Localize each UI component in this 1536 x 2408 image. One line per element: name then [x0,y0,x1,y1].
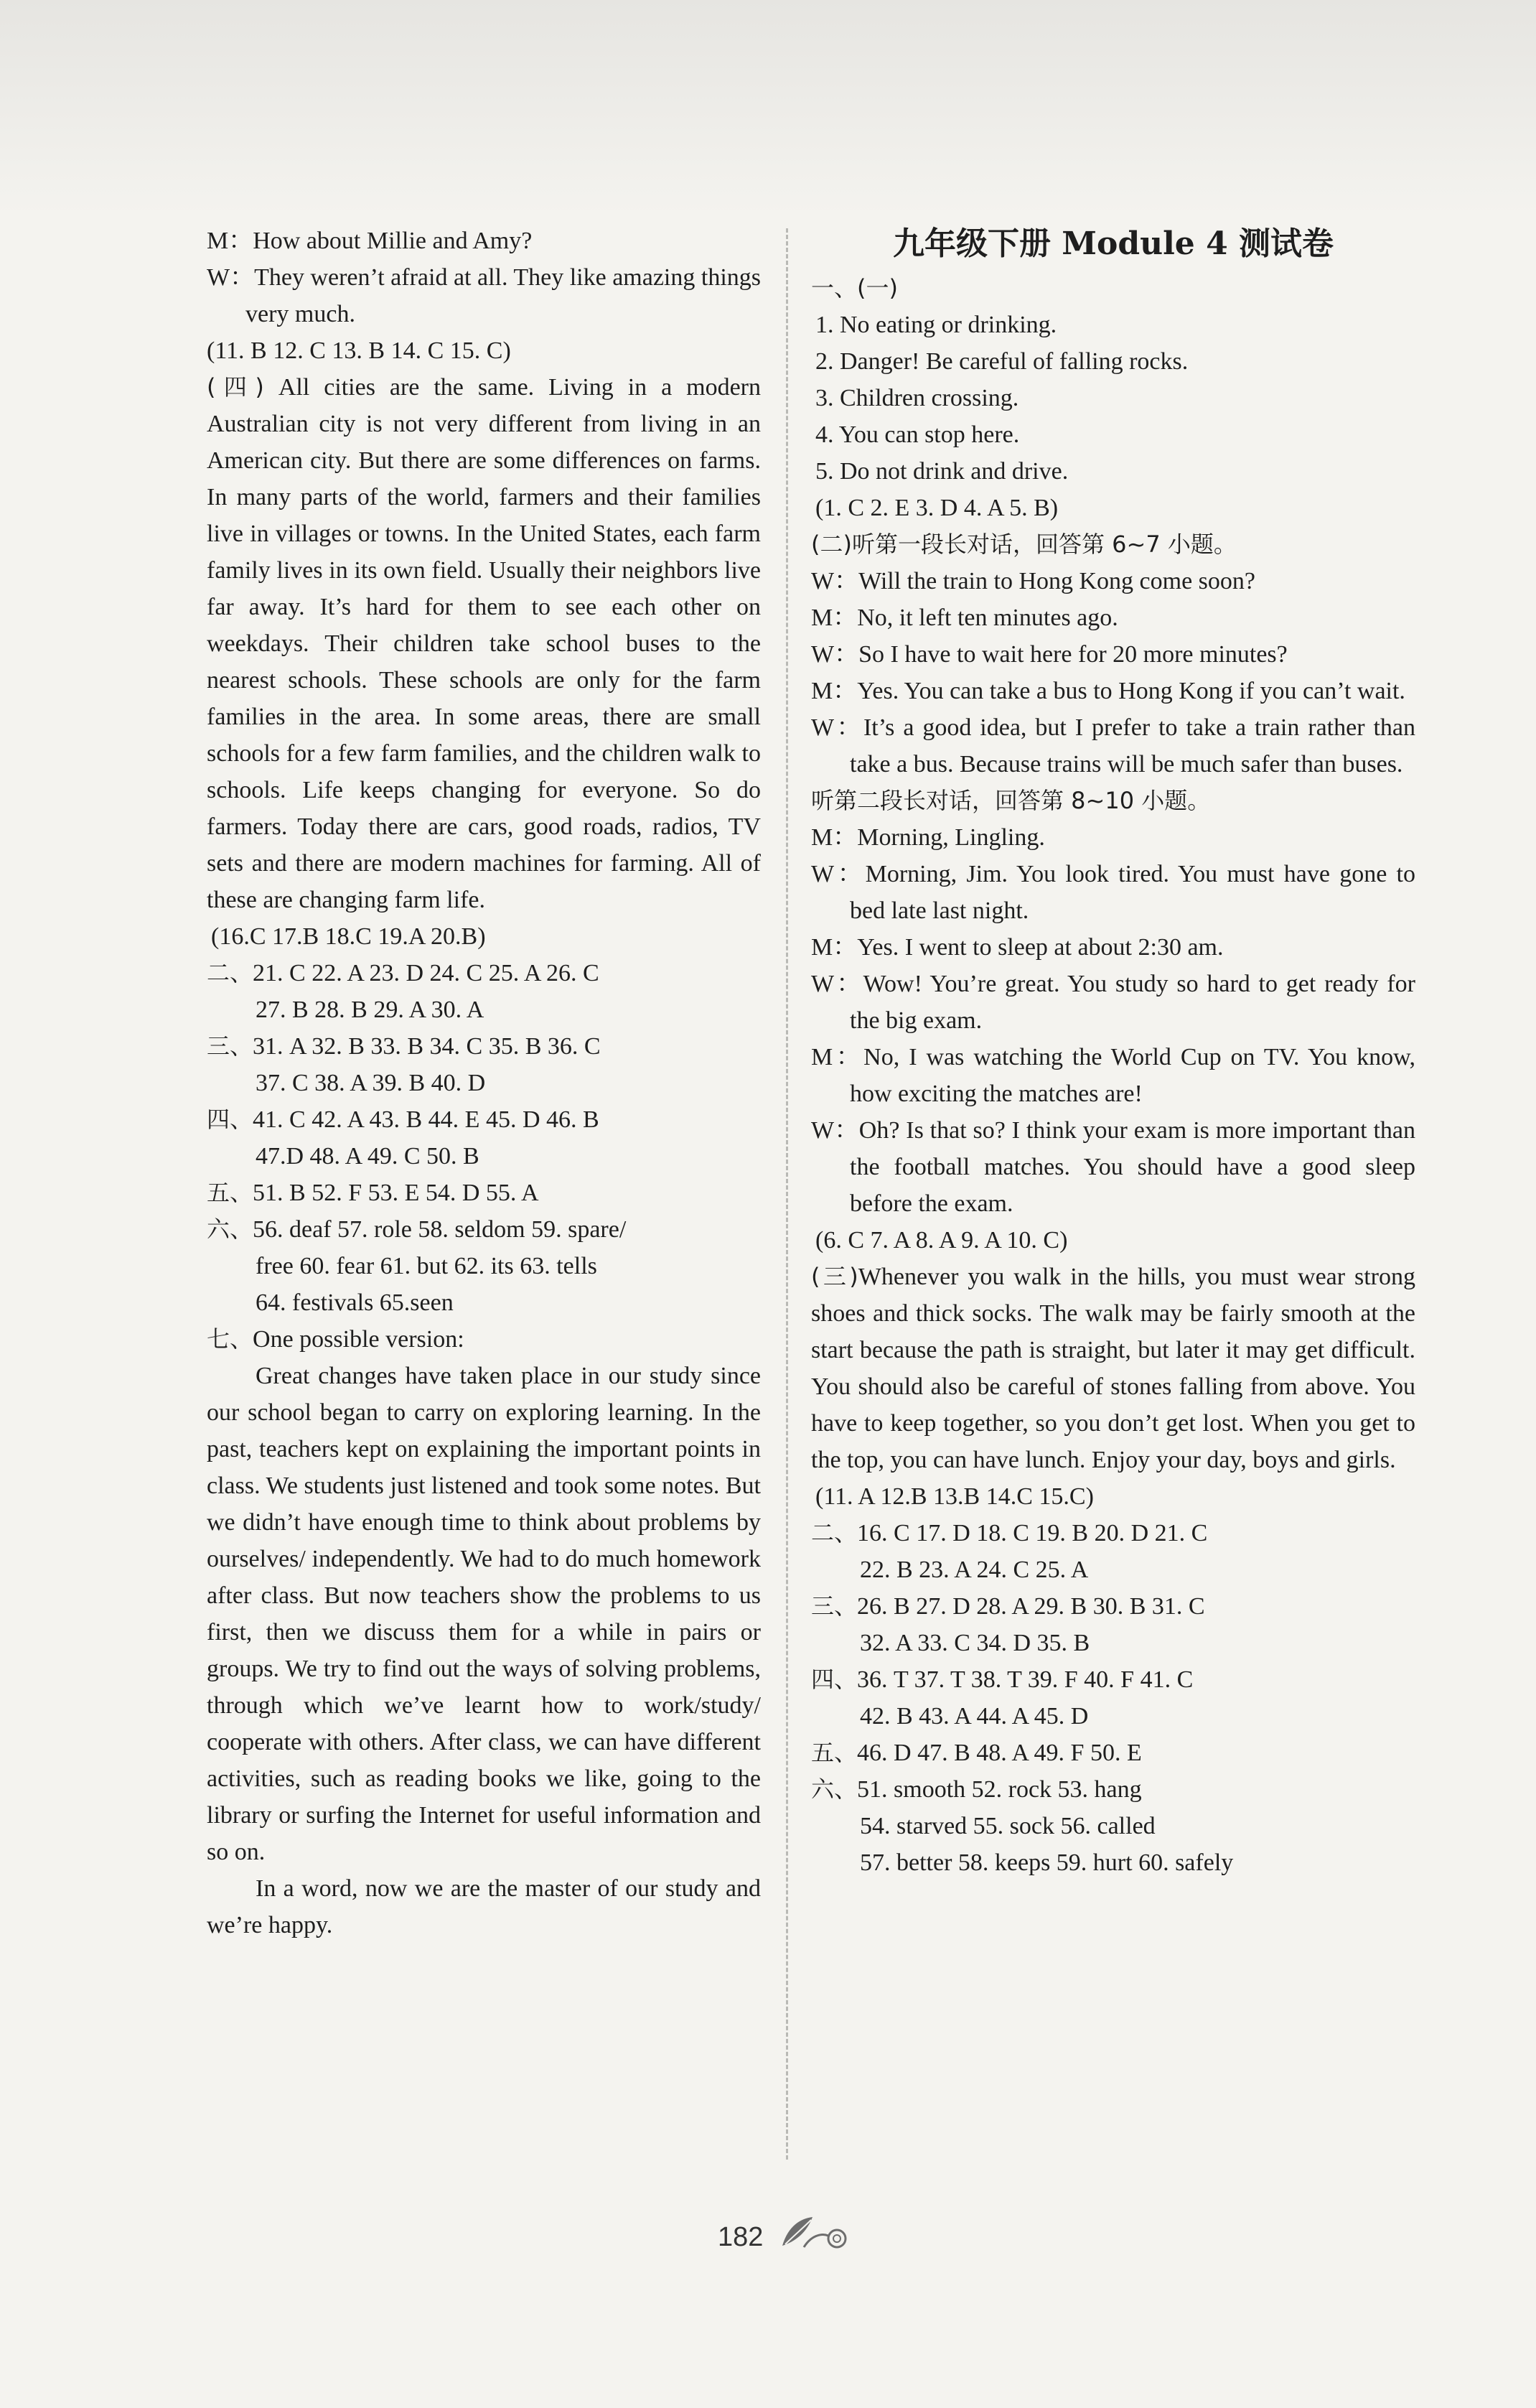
part-label: (四) [207,373,264,401]
sign-item: 5. Do not drink and drive. [815,458,1069,485]
answer-section: 二、16. C 17. D 18. C 19. B 20. D 21. C 22. B 23. A 24. C 25. A [811,1519,1208,1583]
dialog-line: M：Morning, Lingling. [811,824,1045,851]
sign-item: 2. Danger! Be careful of falling rocks. [815,348,1189,375]
page-top-shade [0,0,1536,215]
part-label: (三) [811,1263,858,1290]
section-intro: 听第二段长对话，回答第 8~10 小题。 [811,787,1211,814]
dialog-line: W：Oh? Is that so? I think your exam is more important than the football matches. You should have a good sleep before the exam. [811,1117,1415,1217]
dialog-line: M：No, it left ten minutes ago. [811,605,1118,631]
answer-key: (16.C 17.B 18.C 19.A 20.B) [211,923,486,950]
page-number: 182 [718,2222,764,2252]
listening-passage: (三)Whenever you walk in the hills, you must wear strong shoes and thick socks. The walk may be fairly smooth at the start because the path is straight, but later it may get difficult. You should also be careful of stones falling from above. You have to keep together, so you don’t get lost. When you get to the top, you can have lunch. Enjoy your day, boys and girls. [811,1263,1415,1473]
leaf-ornament-icon [775,2211,861,2254]
dialog-line: W：It’s a good idea, but I prefer to take a train rather than take a bus. Because trains will be much safer than buses. [811,714,1416,778]
answer-key: (1. C 2. E 3. D 4. A 5. B) [815,495,1059,521]
answer-section: 四、41. C 42. A 43. B 44. E 45. D 46. B 47.D 48. A 49. C 50. B [207,1106,599,1170]
answer-section: 三、31. A 32. B 33. B 34. C 35. B 36. C 37. C 38. A 39. B 40. D [207,1032,601,1096]
answer-key: (11. B 12. C 13. B 14. C 15. C) [207,337,511,364]
page-title: 九年级下册 Module 4 测试卷 [892,225,1334,262]
answer-section: 六、56. deaf 57. role 58. seldom 59. spare/ free 60. fear 61. but 62. its 63. tells 64. festivals 65.seen [207,1215,627,1316]
answer-section: 五、51. B 52. F 53. E 54. D 55. A [207,1179,539,1206]
answer-section: 五、46. D 47. B 48. A 49. F 50. E [811,1739,1142,1766]
writing-paragraph: In a word, now we are the master of our study and we’re happy. [207,1875,761,1938]
sign-item: 1. No eating or drinking. [815,312,1057,338]
sign-item: 4. You can stop here. [815,421,1020,448]
dialog-line: W：Will the train to Hong Kong come soon? [811,568,1256,594]
dialog-line: W：Wow! You’re great. You study so hard to get ready for the big exam. [811,971,1415,1034]
right-column [811,223,1415,1881]
answer-key: (6. C 7. A 8. A 9. A 10. C) [815,1227,1068,1254]
writing-paragraph: Great changes have taken place in our study since our school began to carry on exploring learning. In the past, teachers kept on explaining the important points in class. We students just listened and took some notes. But we didn’t have enough time to think about problems by ourselves/ independently. We had to do much homework after class. But now teachers show the problems to us first, then we discuss them for a while in pairs or groups. We try to find out the ways of solving problems, through which we’ve learnt how to work/study/ cooperate with others. After class, we can have different activities, such as reading books we like, going to the library or surfing the Internet for useful information and so on. [207,1363,761,1865]
dialog-line: W：Morning, Jim. You look tired. You must have gone to bed late last night. [811,861,1415,924]
sign-item: 3. Children crossing. [815,385,1019,411]
answer-section: 六、51. smooth 52. rock 53. hang 54. starved 55. sock 56. called 57. better 58. keeps 59. hurt 60. safely [811,1775,1234,1876]
answer-section: 三、26. B 27. D 28. A 29. B 30. B 31. C 32. A 33. C 34. D 35. B [811,1592,1205,1656]
dialog-line: M：Yes. You can take a bus to Hong Kong if you can’t wait. [811,678,1405,704]
dialog-line: M：No, I was watching the World Cup on TV. You know, how exciting the matches are! [811,1044,1415,1107]
answer-key: (11. A 12.B 13.B 14.C 15.C) [815,1483,1094,1510]
answer-section: 二、21. C 22. A 23. D 24. C 25. A 26. C 27. B 28. B 29. A 30. A [207,959,599,1023]
writing-heading: 七、One possible version: [207,1325,464,1353]
dialog-line: W：So I have to wait here for 20 more minutes? [811,641,1288,668]
answer-section: 四、36. T 37. T 38. T 39. F 40. F 41. C 42. B 43. A 44. A 45. D [811,1666,1194,1730]
dialog-line: M：Yes. I went to sleep at about 2:30 am. [811,934,1224,961]
part-label: 一、(一) [811,274,898,302]
listening-passage: (四) All cities are the same. Living in a modern Australian city is not very different from living in an American city. But there are some differences on farms. In many parts of the world, farmers and their families live in villages or towns. In the United States, each farm family lives in its own field. Usually their neighbors live far away. It’s hard for them to see each other on weekdays. Their children take school buses to the nearest schools. These schools are only for the farm families in the area. In some areas, there are small schools for a few farm families, and the children walk to schools. Life keeps changing for everyone. So do farmers. Today there are cars, good roads, radios, TV sets and there are modern machines for farming. All of these are changing farm life. [207,373,762,913]
dialog-line: W：They weren’t afraid at all. They like amazing things very much. [207,264,762,327]
dialog-line: M：How about Millie and Amy? [207,228,533,254]
left-column [207,223,761,1943]
section-intro: (二)听第一段长对话，回答第 6~7 小题。 [811,531,1237,558]
column-divider [786,228,788,2160]
